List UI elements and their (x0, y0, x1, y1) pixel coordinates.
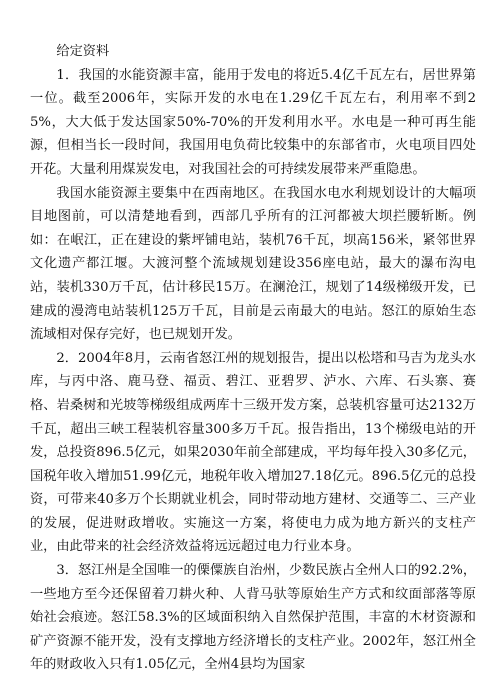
document-heading: 给定资料 (56, 44, 110, 59)
paragraph-3: 2．2004年8月，云南省怒江州的规划报告，提出以松塔和马吉为龙头水库，与丙中洛、鹿马登、福贡、碧江、亚碧罗、泸水、六库、石头寨、赛格、岩桑树和光坡等梯级组成两库十三级开发方案，总装机容量可达2132万千瓦，超出三峡工程装机容量300多万千瓦。报告指出，13个梯级电站的开发，总投资896.5亿元，如果2030年前全部建成，平均每年投入30多亿元，国税年收入增加51.99亿元，地税年收入增加27.18亿元。896.5亿元的总投资，可带来40多万个长期就业机会，同时带动地方建材、交通等二、三产业的发展，促进财政增收。实施这一方案，将使电力成为地方新兴的支柱产业，由此带来的社会经济效益将远远超过电力行业本身。 (30, 350, 476, 555)
paragraph-4: 3．怒江州是全国唯一的傈僳族自治州，少数民族占全州人口的92.2%，一些地方至今还保留着刀耕火种、人背马驮等原始生产方式和纹面部落等原始社会痕迹。怒江58.3%的区域面积纳入自然保护范围，丰富的木材资源和矿产资源不能开发，没有支撑地方经济增长的支柱产业。2002年，怒江州全年的财政收入只有1.05亿元，全州4县均为国家 (30, 563, 476, 673)
paragraph-2: 我国水能资源主要集中在西南地区。在我国水电水利规划设计的大幅项目地图前，可以清楚地看到，西部几乎所有的江河都被大坝拦腰斩断。例如：在岷江，正在建设的紫坪铺电站，装机76千瓦，坝高156米，紧邻世界文化遗产都江堰。大渡河整个流域规划建设356座电站，最大的瀑布沟电站，装机330万千瓦，估计移民15万。在澜沧江，规划了14级梯级开发，已建成的漫湾电站装机125万千瓦，目前是云南最大的电站。怒江的原始生态流域相对保存完好，也已规划开发。 (30, 185, 476, 343)
paragraph-1: 1．我国的水能资源丰富，能用于发电的将近5.4亿千瓦左右，居世界第一位。截至2006年，实际开发的水电在1.29亿千瓦左右，利用率不到25%，大大低于发达国家50%-70%的开发利用水平。水电是一种可再生能源，但相当长一段时间，我国用电负荷比较集中的东部省市，火电项目四处开花。大量利用煤炭发电，对我国社会的可持续发展带来严重隐患。 (30, 67, 476, 177)
